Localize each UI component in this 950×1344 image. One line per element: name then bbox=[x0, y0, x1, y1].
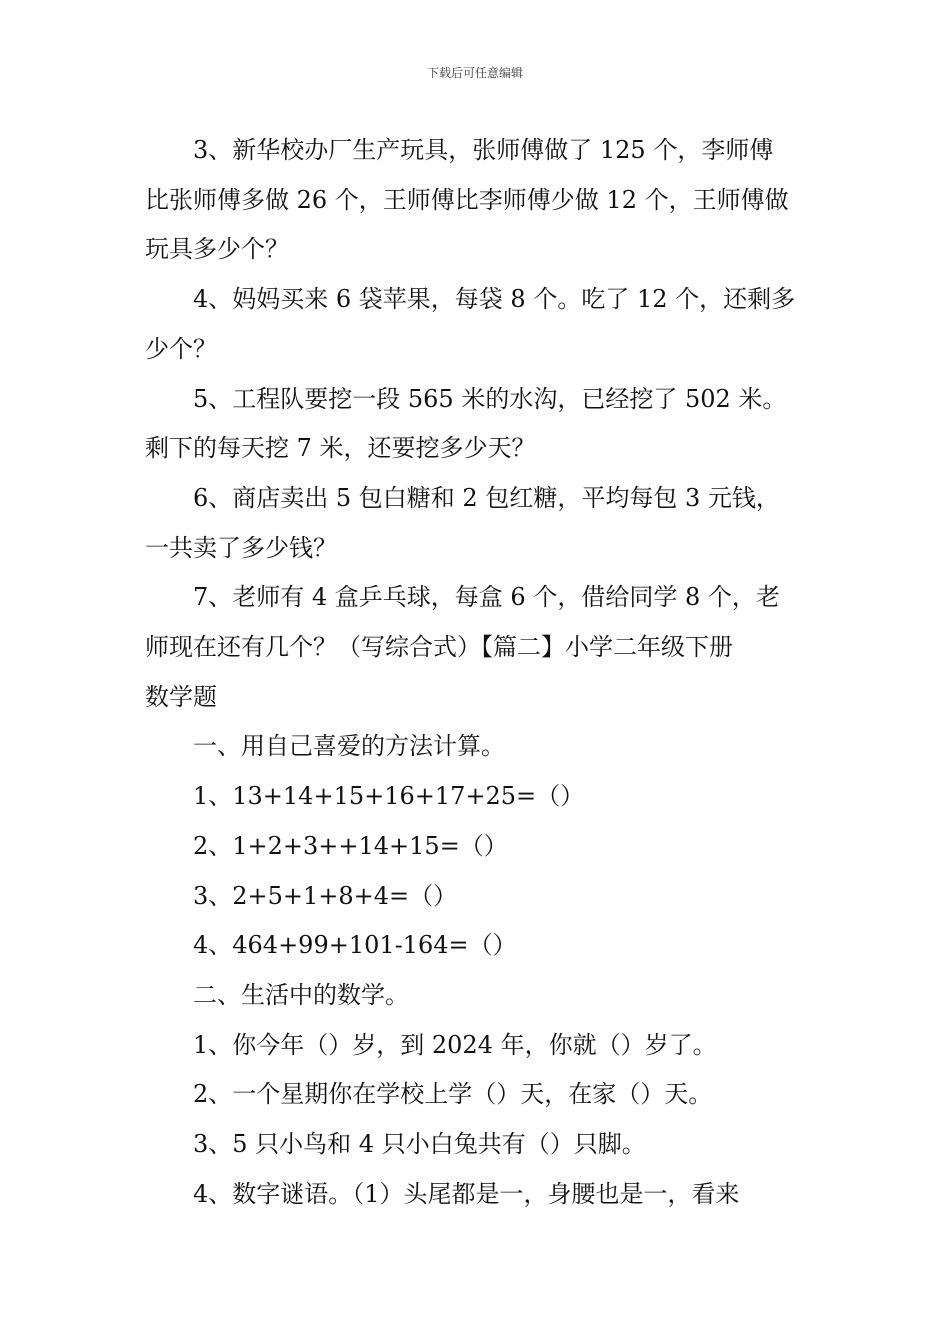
text-line: 6、商店卖出 5 包白糖和 2 包红糖，平均每包 3 元钱， bbox=[193, 483, 780, 512]
text-line: 1、13+14+15+16+17+25=（） bbox=[193, 782, 585, 811]
text-line: 剩下的每天挖 7 米，还要挖多少天？ bbox=[145, 434, 536, 463]
text-line: 少个？ bbox=[145, 334, 217, 363]
text-line: 师现在还有几个？（写综合式）【篇二】小学二年级下册 bbox=[145, 633, 733, 662]
text-line: 3、2+5+1+8+4=（） bbox=[193, 881, 458, 910]
text-line: 4、妈妈买来 6 袋苹果，每袋 8 个。吃了 12 个，还剩多 bbox=[193, 285, 796, 314]
text-line: 2、1+2+3++14+15=（） bbox=[193, 831, 508, 860]
text-line: 一共卖了多少钱？ bbox=[145, 533, 337, 562]
text-line: 玩具多少个？ bbox=[145, 235, 289, 264]
text-line: 4、数字谜语。（1）头尾都是一，身腰也是一，看来 bbox=[193, 1179, 740, 1208]
text-line: 7、老师有 4 盒乒乓球，每盒 6 个，借给同学 8 个，老 bbox=[193, 583, 780, 612]
text-line: 3、5 只小鸟和 4 只小白兔共有（）只脚。 bbox=[193, 1130, 646, 1159]
text-line: 5、工程队要挖一段 565 米的水沟，已经挖了 502 米。 bbox=[193, 384, 787, 413]
text-line: 比张师傅多做 26 个，王师傅比李师傅少做 12 个，王师傅做 bbox=[145, 185, 789, 214]
section-heading: 二、生活中的数学。 bbox=[193, 980, 409, 1009]
text-line: 4、464+99+101-164=（） bbox=[193, 931, 517, 960]
text-line: 1、你今年（）岁，到 2024 年，你就（）岁了。 bbox=[193, 1030, 717, 1059]
section-heading: 一、用自己喜爱的方法计算。 bbox=[193, 732, 505, 761]
text-line: 3、新华校办厂生产玩具，张师傅做了 125 个，李师傅 bbox=[193, 136, 774, 164]
page-header: 下载后可任意编辑 bbox=[426, 66, 523, 80]
text-line: 数学题 bbox=[145, 682, 217, 711]
text-line: 2、一个星期你在学校上学（）天，在家（）天。 bbox=[193, 1080, 713, 1109]
document-body bbox=[145, 126, 810, 1219]
